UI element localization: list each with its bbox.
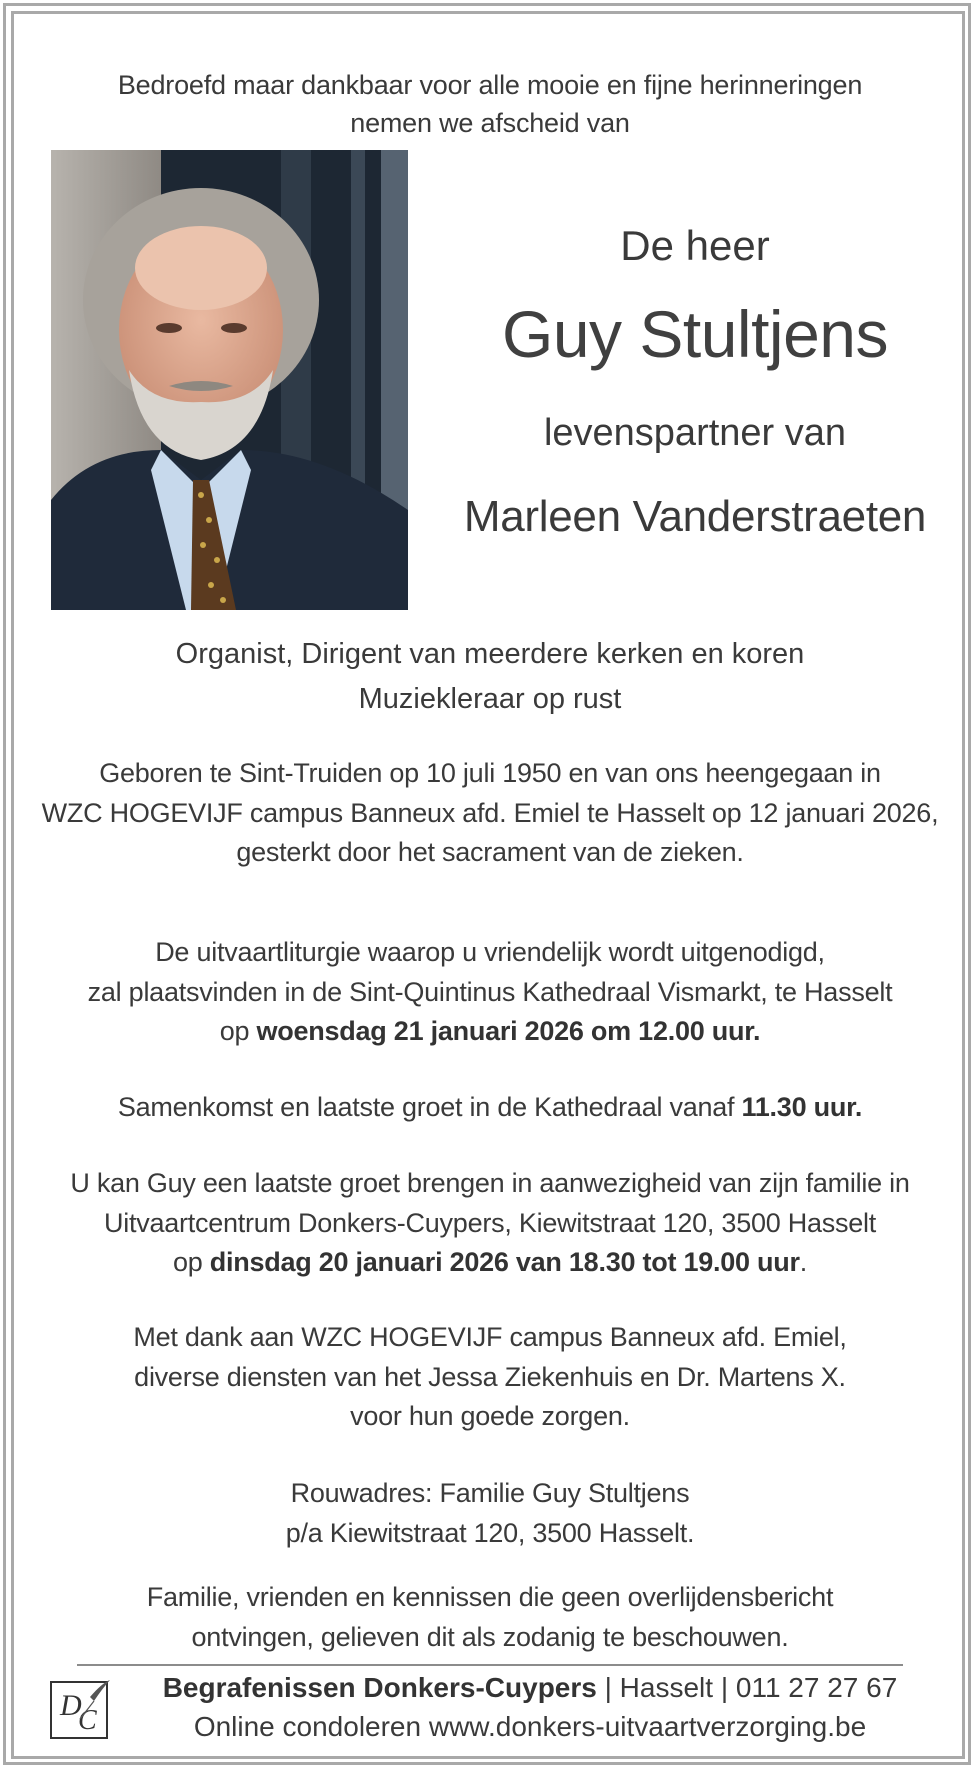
family-line-1: Familie, vrienden en kennissen die geen overlijdensbericht	[146, 1582, 834, 1612]
farewell-date: dinsdag 20 januari 2026 van 18.30 tot 19.00 uur	[209, 1247, 800, 1277]
gathering-paragraph	[0, 1088, 980, 1128]
gathering-time: 11.30 uur.	[741, 1092, 863, 1122]
farewell-line-3	[0, 1243, 980, 1283]
family-line-2: ontvingen, gelieven dit als zodanig te beschouwen.	[191, 1621, 789, 1652]
logo-letters: D	[60, 1689, 82, 1722]
farewell-prefix: op	[172, 1247, 210, 1277]
svg-text:C: C	[78, 1705, 97, 1736]
address-line-2: p/a Kiewitstraat 120, 3500 Hasselt.	[285, 1517, 695, 1548]
intro-text	[0, 66, 980, 142]
intro-line-1: Bedroefd maar dankbaar voor alle mooie en fijne herinneringen	[117, 70, 863, 100]
deceased-name: Guy Stultjens	[501, 297, 889, 371]
family-notice	[0, 1578, 980, 1657]
intro-line-2: nemen we afscheid van	[350, 108, 630, 138]
deceased-title: De heer	[620, 222, 770, 269]
thanks-line-2: diverse diensten van het Jessa Ziekenhuis en Dr. Martens X.	[134, 1361, 846, 1392]
footer-online-link[interactable]: Online condoleren www.donkers-uitvaartverzorging.be	[193, 1711, 867, 1742]
liturgy-line-3	[0, 1012, 980, 1052]
profession-line-1: Organist, Dirigent van meerdere kerken en koren	[175, 638, 805, 670]
gathering-text: Samenkomst en laatste groet in de Kathedraal vanaf	[117, 1092, 742, 1122]
footer-company-line	[120, 1672, 940, 1704]
thanks-line-1: Met dank aan WZC HOGEVIJF campus Banneux afd. Emiel,	[133, 1322, 847, 1352]
birth-line-1: Geboren te Sint-Truiden op 10 juli 1950 en van ons heengegaan in	[99, 758, 881, 788]
liturgy-prefix: op	[219, 1016, 257, 1046]
liturgy-paragraph	[0, 933, 980, 1052]
farewell-paragraph	[0, 1164, 980, 1283]
mourning-address	[0, 1474, 980, 1553]
thanks-paragraph	[0, 1318, 980, 1437]
liturgy-line-2: zal plaatsvinden in de Sint-Quintinus Kathedraal Vismarkt, te Hasselt	[87, 976, 893, 1007]
birth-line-2: WZC HOGEVIJF campus Banneux afd. Emiel te Hasselt op 12 januari 2026,	[41, 797, 939, 828]
partner-label: levenspartner van	[543, 412, 847, 454]
farewell-line-2: Uitvaartcentrum Donkers-Cuypers, Kiewitstraat 120, 3500 Hasselt	[103, 1207, 877, 1238]
company-name: Begrafenissen Donkers-Cuypers	[162, 1672, 597, 1703]
birth-paragraph	[0, 754, 980, 873]
thanks-line-3: voor hun goede zorgen.	[350, 1401, 630, 1431]
partner-name: Marleen Vanderstraeten	[463, 492, 927, 541]
company-contact: | Hasselt | 011 27 27 67	[596, 1672, 898, 1703]
profession-block	[0, 632, 980, 722]
portrait-photo	[51, 150, 408, 610]
profession-line-2: Muziekleraar op rust	[358, 683, 622, 715]
footer-divider	[77, 1664, 903, 1666]
liturgy-date: woensdag 21 januari 2026 om 12.00 uur.	[256, 1016, 761, 1046]
liturgy-line-1: De uitvaartliturgie waarop u vriendelijk wordt uitgenodigd,	[155, 937, 825, 967]
birth-line-3: gesterkt door het sacrament van de zieken.	[236, 837, 744, 867]
farewell-suffix: .	[799, 1247, 808, 1277]
company-logo	[50, 1679, 112, 1741]
farewell-line-1: U kan Guy een laatste groet brengen in aanwezigheid van zijn familie in	[70, 1168, 910, 1198]
address-line-1: Rouwadres: Familie Guy Stultjens	[290, 1478, 690, 1508]
